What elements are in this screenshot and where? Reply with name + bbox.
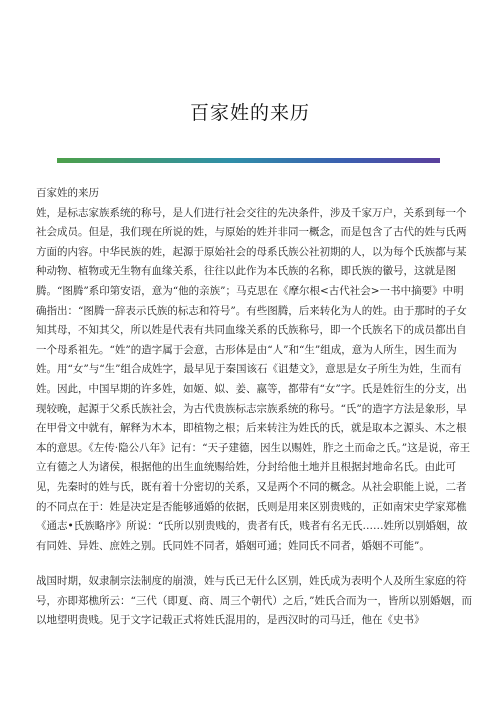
- section-heading: 百家姓的来历: [36, 187, 99, 199]
- paragraph: 姓，是标志家族系统的称号，是人们进行社会交往的先决条件，涉及千家万户，关系到每一个社会成员。但是，我们现在所说的姓，与原始的姓并非同一概念，而是包含了古代的姓与氏两方面的内容。中华民族的姓，起源于原始社会的母系氏族公社初期的人，以为每个氏族都与某种动物、植物或无生物有血缘关系，往往以此作为本氏族的名称，即氏族的徽号，这就是图腾。“图腾”系印第安语，意为“他的亲族”；马克思在《摩尔根<古代社会>一书中摘要》中明确指出：“图腾一辞表示氏族的标志和符号”。有些图腾，后来转化为人的姓。由于那时的子女知其母，不知其父，所以姓是代表有共同血缘关系的氏族称号，即一个氏族名下的成员都出自一个母系祖先。“姓”的造字属于会意，古形体是由“人”和“生”组成，意为人所生，因生而为姓。用“女”与“生”组合成姓字，最早见于秦国该石《诅楚文》，意思是女子所生为姓，生而有姓。因此，中国早期的许多姓，如姬、姒、姜、嬴等，都带有“女”字。氏是姓衍生的分支，出现较晚，起源于父系氏族社会，为古代贵族标志宗族系统的称号。“氏”的造字方法是象形，早在甲骨文中就有，解释为木本，即植物之根；后来转注为姓氏的氏，就是取本之源头、木之根本的意思。《左传·隐公八年》记有：“天子建德，因生以赐姓，胙之土而命之氏。”这是说，帝王立有德之人为诸侯，根据他的出生血统赐给姓，分封给他土地并且根据封地命名氏。由此可见，先秦时的姓与氏，既有着十分密切的关系，又是两个不同的概念。从社会职能上说，二者的不同点在于：姓是决定是否能够通婚的依据，氏则是用来区别贵贱的，正如南宋史学家郑樵《通志•氏族略序》所说：“氏所以别贵贱的，贵者有氏，贱者有名无氏……姓所以别婚姻，故有同姓、异姓、庶姓之别。氏同姓不同者，婚姻可通；姓同氏不同者，婚姻不可能”。: [36, 206, 471, 552]
- document-body: [36, 184, 472, 631]
- paragraph: 战国时期，奴隶制宗法制度的崩溃，姓与氏已无什么区别，姓氏成为表明个人及所生家庭的符号，亦即郑樵所云：“三代（即夏、商、周三个朝代）之后，”姓氏合而为一，皆所以别婚姻，而以地望明贵贱。见于文字记载正式将姓氏混用的，是西汉时的司马迁，他在《史书》: [36, 575, 472, 627]
- title-divider: [57, 158, 440, 163]
- page-title: 百家姓的来历: [189, 102, 310, 124]
- paragraph-gap: [36, 556, 472, 572]
